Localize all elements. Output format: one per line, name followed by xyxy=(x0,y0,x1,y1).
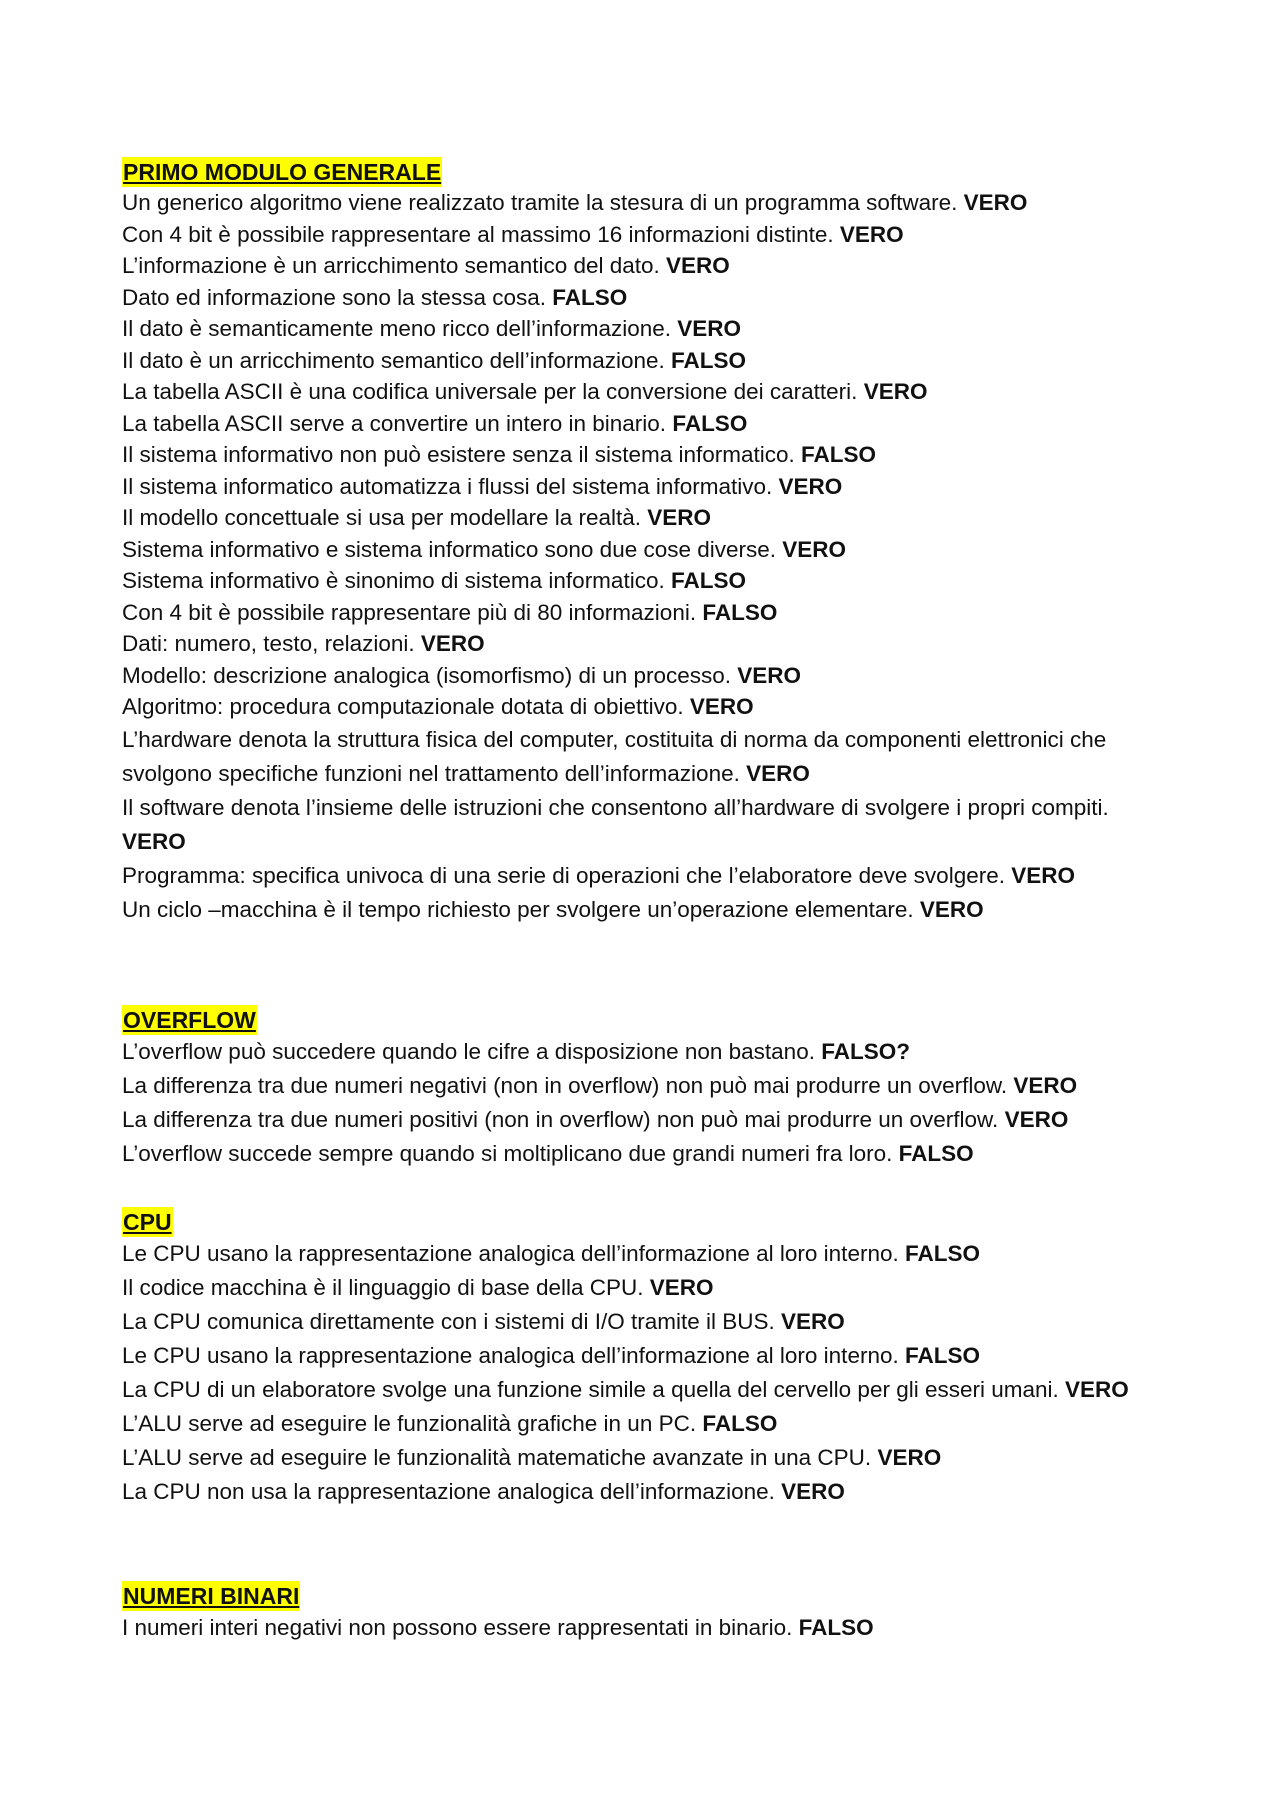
statement: La tabella ASCII è una codifica universale per la conversione dei caratteri. VERO xyxy=(122,379,928,404)
answer: VERO xyxy=(963,190,1028,215)
section-title: PRIMO MODULO GENERALE xyxy=(123,159,442,185)
statement: Dati: numero, testo, relazioni. VERO xyxy=(122,631,485,656)
statement: I numeri interi negativi non possono essere rappresentati in binario. FALSO xyxy=(122,1614,874,1640)
statement: Con 4 bit è possibile rappresentare più di 80 informazioni. FALSO xyxy=(122,599,778,625)
statement: La CPU non usa la rappresentazione analogica dell’informazione. VERO xyxy=(122,1478,845,1504)
answer: FALSO xyxy=(670,568,746,593)
statement: La differenza tra due numeri negativi (non in overflow) non può mai produrre un overflow. VERO xyxy=(122,1072,1078,1098)
answer: VERO xyxy=(1013,1072,1078,1098)
statement: Modello: descrizione analogica (isomorfismo) di un processo. VERO xyxy=(122,662,802,688)
answer: VERO xyxy=(1065,1376,1129,1402)
statement: L’overflow succede sempre quando si moltiplicano due grandi numeri fra loro. FALSO xyxy=(122,1140,974,1166)
answer: FALSO? xyxy=(821,1038,910,1064)
answer: VERO xyxy=(677,316,742,341)
statement: Algoritmo: procedura computazionale dotata di obiettivo. VERO xyxy=(122,694,754,719)
answer: VERO xyxy=(1004,1106,1069,1132)
section-title: NUMERI BINARI xyxy=(123,1582,300,1609)
answer: VERO xyxy=(782,536,847,562)
answer: FALSO xyxy=(904,1240,980,1266)
answer: VERO xyxy=(647,505,712,530)
section-title: OVERFLOW xyxy=(123,1006,256,1033)
answer: FALSO xyxy=(702,1410,778,1436)
statement: Con 4 bit è possibile rappresentare al massimo 16 informazioni distinte. VERO xyxy=(122,221,904,247)
statement: Le CPU usano la rappresentazione analogica dell’informazione al loro interno. FALSO xyxy=(122,1240,980,1266)
statement: Il codice macchina è il linguaggio di base della CPU. VERO xyxy=(122,1274,714,1300)
answer: FALSO xyxy=(702,599,778,625)
answer: VERO xyxy=(420,631,485,656)
statement: L’informazione è un arricchimento semantico del dato. VERO xyxy=(122,253,730,278)
section-primo-modulo-generale xyxy=(122,157,1162,927)
statement: Il sistema informativo non può esistere senza il sistema informatico. FALSO xyxy=(122,442,877,467)
section-overflow xyxy=(122,1005,1162,1171)
statement: Il modello concettuale si usa per modellare la realtà. VERO xyxy=(122,505,712,530)
answer: VERO xyxy=(122,828,186,854)
section-numeri-binari xyxy=(122,1581,1162,1645)
section-cpu xyxy=(122,1207,1162,1509)
answer: VERO xyxy=(666,253,730,278)
answer: FALSO xyxy=(552,284,628,310)
statement: L’overflow può succedere quando le cifre a disposizione non bastano. FALSO? xyxy=(122,1038,910,1064)
statement: Il software denota l’insieme delle istruzioni che consentono all’hardware di svolgere i propri compiti. VERO xyxy=(122,794,1109,854)
statement: Programma: specifica univoca di una serie di operazioni che l’elaboratore deve svolgere. VERO xyxy=(122,862,1075,888)
statement: La differenza tra due numeri positivi (non in overflow) non può mai produrre un overflow. VERO xyxy=(122,1106,1069,1132)
statement: La CPU di un elaboratore svolge una funzione simile a quella del cervello per gli esseri umani. VERO xyxy=(122,1376,1129,1402)
statement: Il dato è semanticamente meno ricco dell’informazione. VERO xyxy=(122,316,742,341)
statement: Dato ed informazione sono la stessa cosa. FALSO xyxy=(122,284,628,310)
statement: Sistema informativo e sistema informatico sono due cose diverse. VERO xyxy=(122,536,847,562)
answer: VERO xyxy=(863,379,928,404)
statement: La CPU comunica direttamente con i sistemi di I/O tramite il BUS. VERO xyxy=(122,1308,845,1334)
answer: VERO xyxy=(737,662,802,688)
answer: VERO xyxy=(649,1274,714,1300)
answer: VERO xyxy=(781,1478,845,1504)
statement: Il dato è un arricchimento semantico dell’informazione. FALSO xyxy=(122,347,747,373)
answer: FALSO xyxy=(672,410,748,436)
answer: VERO xyxy=(689,694,754,719)
answer: VERO xyxy=(877,1444,942,1470)
answer: FALSO xyxy=(671,347,747,373)
statement: La tabella ASCII serve a convertire un intero in binario. FALSO xyxy=(122,410,748,436)
statement: L’hardware denota la struttura fisica del computer, costituita di norma da componenti elettronici che svolgono specifiche funzioni nel trattamento dell’informazione. VERO xyxy=(122,726,1107,786)
statement: Un ciclo –macchina è il tempo richiesto per svolgere un’operazione elementare. VERO xyxy=(122,896,984,922)
answer: VERO xyxy=(746,760,810,786)
answer: VERO xyxy=(778,473,843,499)
section-title: CPU xyxy=(123,1208,172,1235)
answer: VERO xyxy=(919,896,984,922)
answer: FALSO xyxy=(904,1342,980,1368)
statement: Sistema informativo è sinonimo di sistema informatico. FALSO xyxy=(122,568,746,593)
statement: Un generico algoritmo viene realizzato tramite la stesura di un programma software. VERO xyxy=(122,190,1028,215)
answer: VERO xyxy=(1011,862,1075,888)
statement: L’ALU serve ad eseguire le funzionalità grafiche in un PC. FALSO xyxy=(122,1410,778,1436)
answer: VERO xyxy=(780,1308,845,1334)
answer: FALSO xyxy=(801,442,877,467)
answer: FALSO xyxy=(898,1140,974,1166)
answer: FALSO xyxy=(798,1614,874,1640)
statement: Le CPU usano la rappresentazione analogica dell’informazione al loro interno. FALSO xyxy=(122,1342,980,1368)
document-page xyxy=(122,157,1162,1645)
answer: VERO xyxy=(839,221,904,247)
statement: L’ALU serve ad eseguire le funzionalità matematiche avanzate in una CPU. VERO xyxy=(122,1444,942,1470)
statement: Il sistema informatico automatizza i flussi del sistema informativo. VERO xyxy=(122,473,843,499)
